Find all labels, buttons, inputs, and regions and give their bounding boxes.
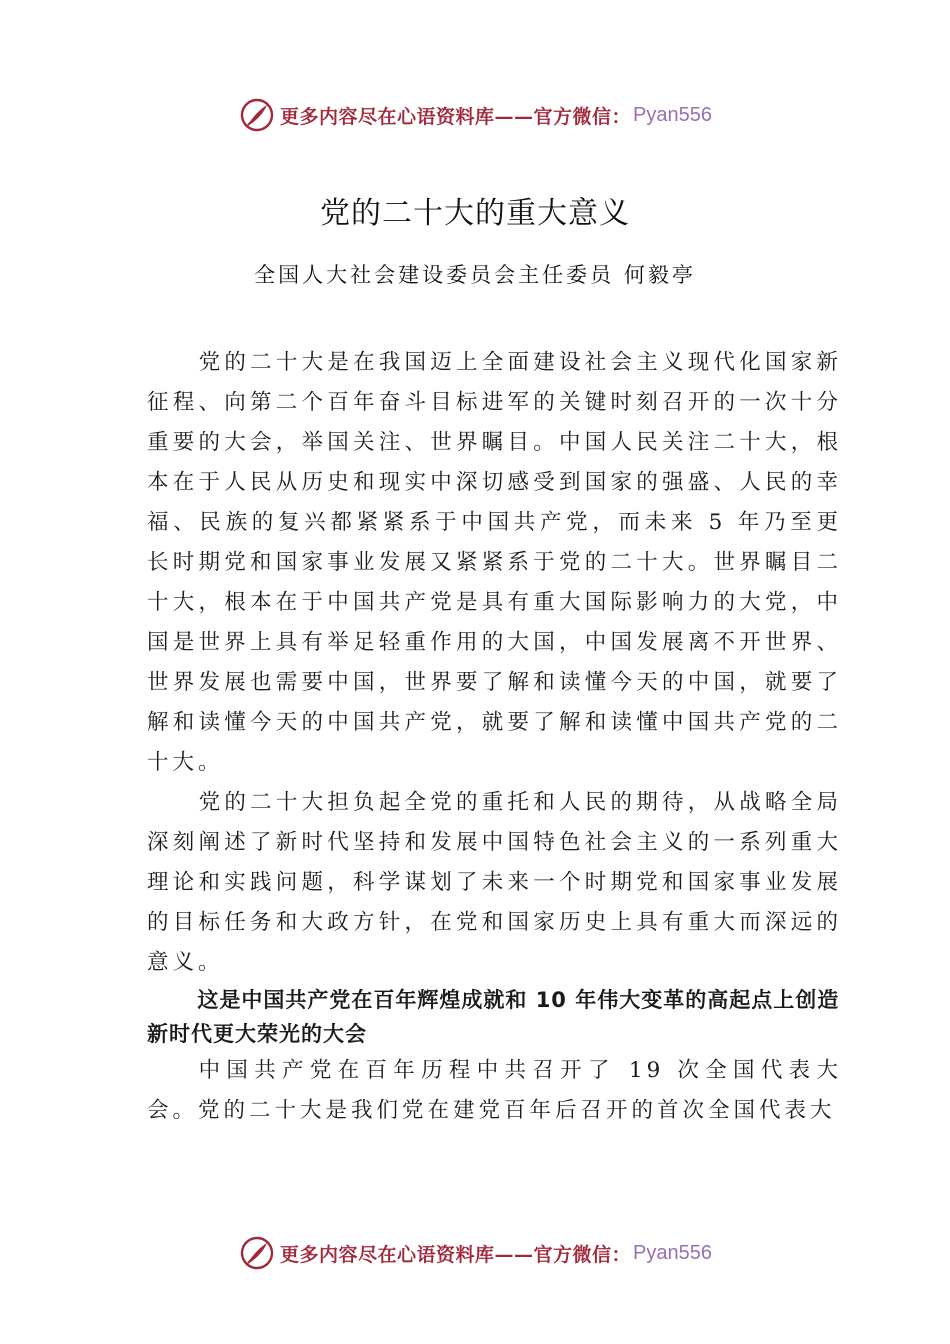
paragraph: 中国共产党在百年历程中共召开了 19 次全国代表大会。党的二十大是我们党在建党百年后召开的首次全国代表大 [147, 1058, 842, 1123]
section-heading: 这是中国共产党在百年辉煌成就和 10 年伟大变革的高起点上创造新时代更大荣光的大会 [147, 988, 840, 1046]
document-byline: 全国人大社会建设委员会主任委员 何毅亭 [254, 263, 696, 287]
watermark-wechat-id: Pyan556 [633, 103, 712, 126]
quill-logo-icon [240, 98, 274, 132]
watermark-banner-bottom [0, 1233, 950, 1273]
paragraph: 党的二十大是在我国迈上全面建设社会主义现代化国家新征程、向第二个百年奋斗目标进军的关键时刻召开的一次十分重要的大会，举国关注、世界瞩目。中国人民关注二十大，根本在于人民从历史和现实中深切感受到国家的强盛、人民的幸福、民族的复兴都紧紧系于中国共产党，而未来 5 年乃至更长时期党和国家事业发展又紧紧系于党的二十大。世界瞩目二十大，根本在于中国共产党是具有重大国际影响力的大党，中国是世界上具有举足轻重作用的大国，中国发展离不开世界、世界发展也需要中国，世界要了解和读懂今天的中国，就要了解和读懂今天的中国共产党，就要了解和读懂中国共产党的二十大。 [147, 350, 842, 775]
watermark-banner-top [0, 95, 950, 135]
document-body [147, 343, 842, 1131]
document-title: 党的二十大的重大意义 [320, 196, 630, 231]
watermark-text: 更多内容尽在心语资料库——官方微信： [280, 105, 632, 128]
paragraph: 党的二十大担负起全党的重托和人民的期待，从战略全局深刻阐述了新时代坚持和发展中国特色社会主义的一系列重大理论和实践问题，科学谋划了未来一个时期党和国家事业发展的目标任务和大政方针，在党和国家历史上具有重大而深远的意义。 [147, 790, 842, 975]
watermark-text: 更多内容尽在心语资料库——官方微信： [280, 1243, 632, 1266]
watermark-wechat-id: Pyan556 [633, 1241, 712, 1264]
quill-logo-icon [240, 1236, 274, 1270]
